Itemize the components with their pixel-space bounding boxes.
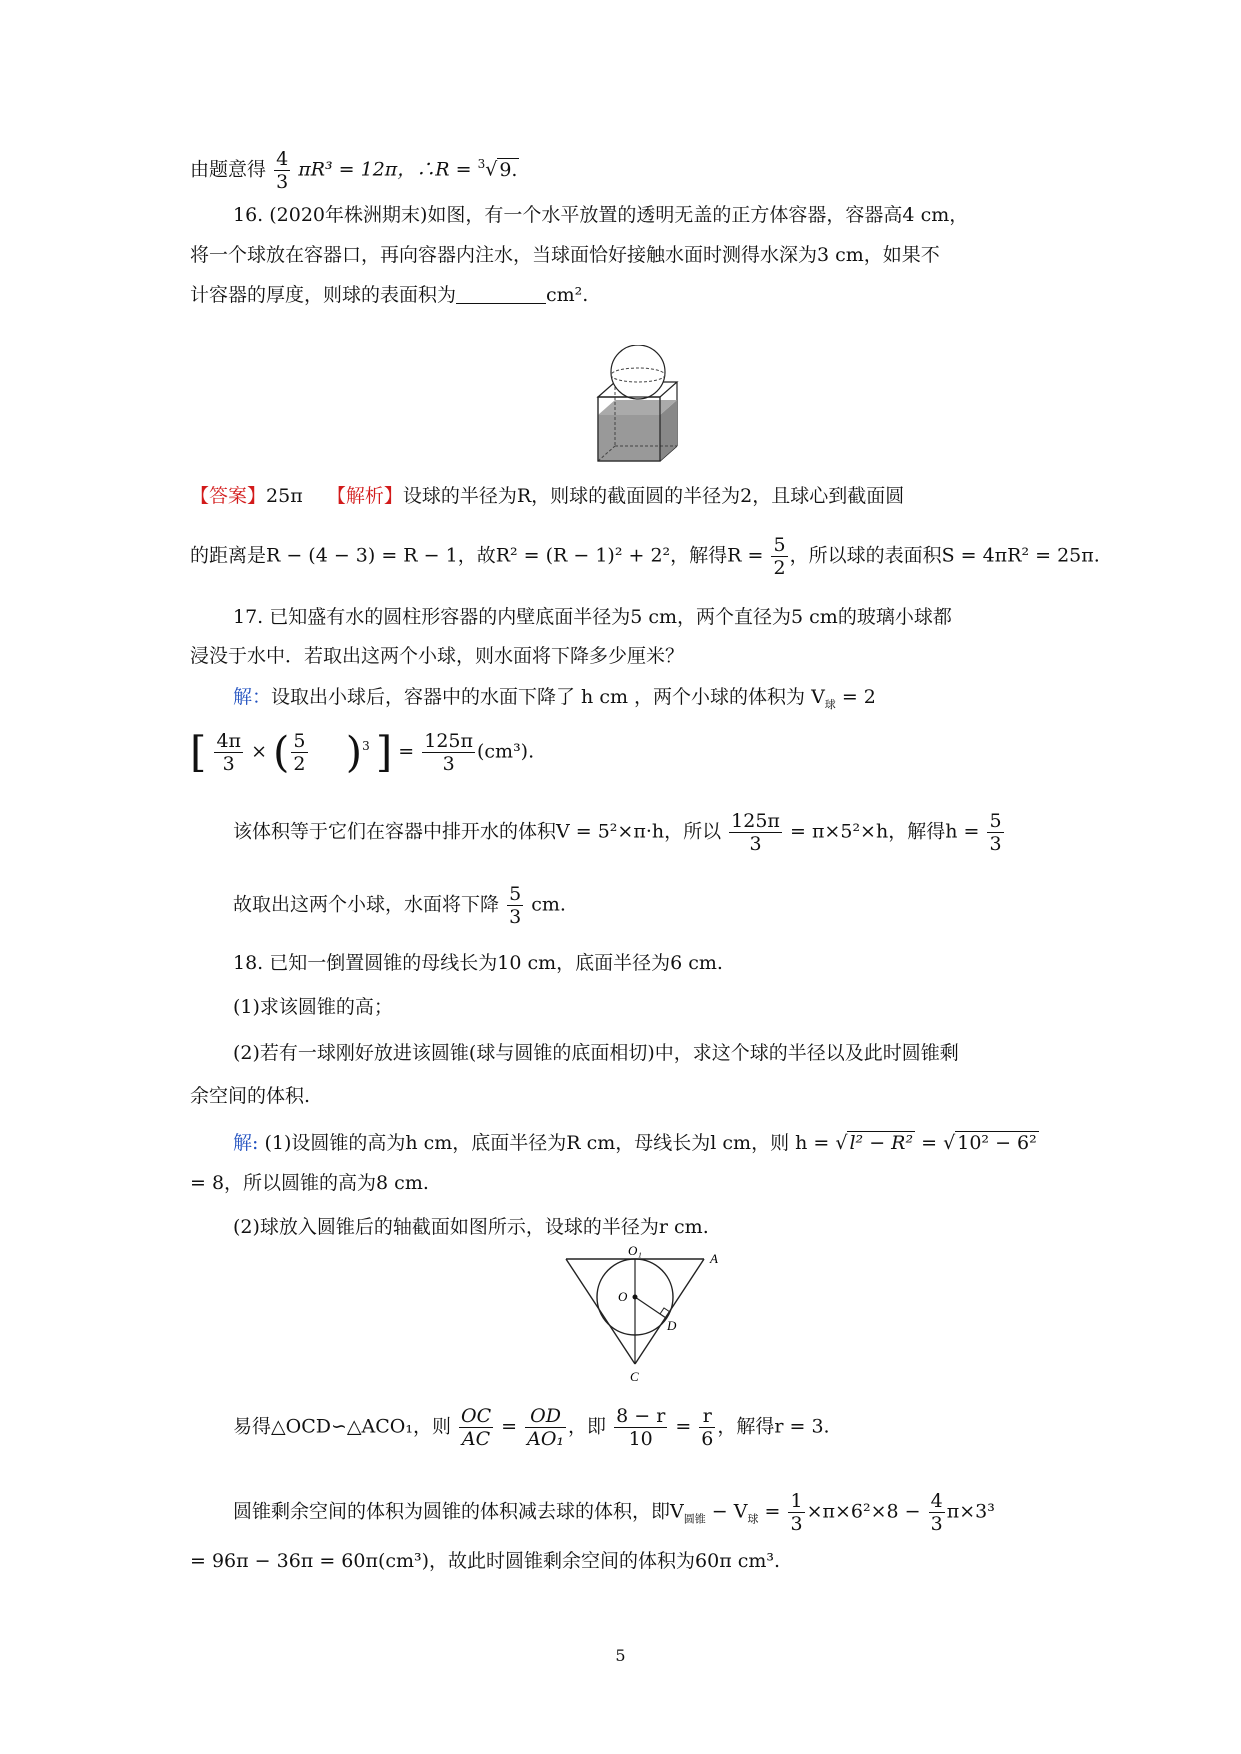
analysis-tag: 【解析】 [326, 485, 403, 507]
q17-line-1: 17. 已知盛有水的圆柱形容器的内壁底面半径为5 cm，两个直径为5 cm的玻璃小球都 [233, 606, 952, 628]
page-number: 5 [615, 1646, 626, 1665]
solution-tag: 解： [233, 686, 272, 708]
fraction-8r-10: $\frac{8 - r}{10}$ [616, 1405, 666, 1450]
sol17-line-4: 故取出这两个小球，水面将下降 $\frac{5}{3}$ cm. [233, 883, 566, 928]
fraction-r-6: $\frac{r}{6}$ [701, 1405, 714, 1450]
q16-line-3: 计容器的厚度，则球的表面积为 cm². [190, 284, 589, 306]
solution-tag: 解: [233, 1132, 259, 1154]
answer-tag: 【答案】 [190, 485, 267, 507]
text: 9. [499, 158, 518, 181]
sphere-on-cube-figure [595, 345, 685, 467]
cone-section-figure [560, 1245, 750, 1385]
answer-blank [456, 285, 546, 304]
fraction-oc-ac: $\frac{OC}{AC}$ [461, 1405, 492, 1450]
sol17-line-2: [ $\frac{4\pi}{3}$ × ( $\frac{5}{2}$ )$^3$ ] = $\frac{125\pi}{3}$ (cm³). [190, 727, 535, 777]
q18-line-3: (2)若有一球刚好放进该圆锥(球与圆锥的底面相切)中，求这个球的半径以及此时圆锥剩 [233, 1042, 959, 1064]
fraction-4-3b: $\frac{4}{3}$ [930, 1490, 943, 1535]
sol18-line-2: = 8，所以圆锥的高为8 cm. [190, 1172, 429, 1194]
sol17-line-1: 解：设取出小球后，容器中的水面下降了 h cm ，两个小球的体积为 $V_球 = 2$ [233, 686, 876, 711]
text: πR³ = 12π，∴R = [298, 158, 472, 181]
label-c: C [630, 1369, 639, 1384]
fraction-125pi-3b: $\frac{125\pi}{3}$ [731, 810, 780, 855]
label-o1: O₁ [628, 1245, 642, 1258]
fraction-1-3: $\frac{1}{3}$ [790, 1490, 803, 1535]
fraction-od-ao1: $\frac{OD}{\text{AO₁}}$ [527, 1405, 565, 1450]
text: 由题意得 [190, 158, 267, 181]
answer-16-line-2: 的距离是R − (4 − 3) = R − 1，故R² = (R − 1)² + 2²，解得R = $\frac{5}{2}$ ，所以球的表面积S = 4πR² = 25π. [190, 534, 1100, 579]
line-1 [190, 148, 1060, 193]
fraction-5-3: $\frac{5}{3}$ [989, 810, 1002, 855]
fraction-5-2b: $\frac{5}{2}$ [293, 730, 306, 775]
sol17-line-3: 该体积等于它们在容器中排开水的体积V = 5²×π·h，所以 $\frac{125\pi}{3}$ = π×5²×h，解得h = $\frac{5}{3}$ [233, 810, 1002, 855]
label-o: O [618, 1289, 628, 1304]
sol18-line-1: 解: (1)设圆锥的高为h cm，底面半径为R cm，母线长为l cm，则 h = √ l² − R² = √ 10² − 6² [233, 1132, 1037, 1154]
sqrt-symbol: √ [485, 158, 498, 181]
sol18-line-3: (2)球放入圆锥后的轴截面如图所示，设球的半径为r cm. [233, 1216, 709, 1238]
fraction-4-3: $\frac{4}{3}$ [276, 148, 289, 193]
answer-16-line-1: 【答案】25π 【解析】设球的半径为R，则球的截面圆的半径为2，且球心到截面圆 [190, 485, 905, 507]
sol18-line-5: 圆锥剩余空间的体积为圆锥的体积减去球的体积，即$V_{圆锥} - V_球$ = $\frac{1}{3}$ ×π×6²×8 − $\frac{4}{3}$ π×3³ [233, 1490, 995, 1535]
q16-line-1: 16. (2020年株洲期末)如图，有一个水平放置的透明无盖的正方体容器，容器高4 cm， [233, 204, 969, 226]
q16-line-2: 将一个球放在容器口，再向容器内注水，当球面恰好接触水面时测得水深为3 cm，如果不 [190, 244, 940, 266]
sol18-line-4: 易得△OCD∽△ACO₁，则 $\frac{OC}{AC}$ = $\frac{OD}{\text{AO₁}}$ ，即 $\frac{8 - r}{10}$ = $\frac{r}{6}$ ，解得r = 3. [233, 1405, 830, 1450]
label-a: A [710, 1251, 718, 1266]
q18-line-4: 余空间的体积. [190, 1085, 311, 1107]
cube-root-index: 3 [477, 157, 486, 172]
q18-line-1: 18. 已知一倒置圆锥的母线长为10 cm，底面半径为6 cm. [233, 952, 723, 974]
label-d: D [667, 1318, 677, 1333]
q17-line-2: 浸没于水中．若取出这两个小球，则水面将下降多少厘米？ [190, 645, 685, 667]
fraction-5-3b: $\frac{5}{3}$ [509, 883, 522, 928]
fraction-125pi-3: $\frac{125\pi}{3}$ [424, 730, 473, 775]
sol18-line-6: = 96π − 36π = 60π(cm³)，故此时圆锥剩余空间的体积为60π cm³. [190, 1550, 781, 1572]
fraction-5-2: $\frac{5}{2}$ [773, 534, 786, 579]
fraction-4pi-3: $\frac{4\pi}{3}$ [216, 730, 242, 775]
q18-line-2: (1)求该圆锥的高； [233, 996, 393, 1018]
